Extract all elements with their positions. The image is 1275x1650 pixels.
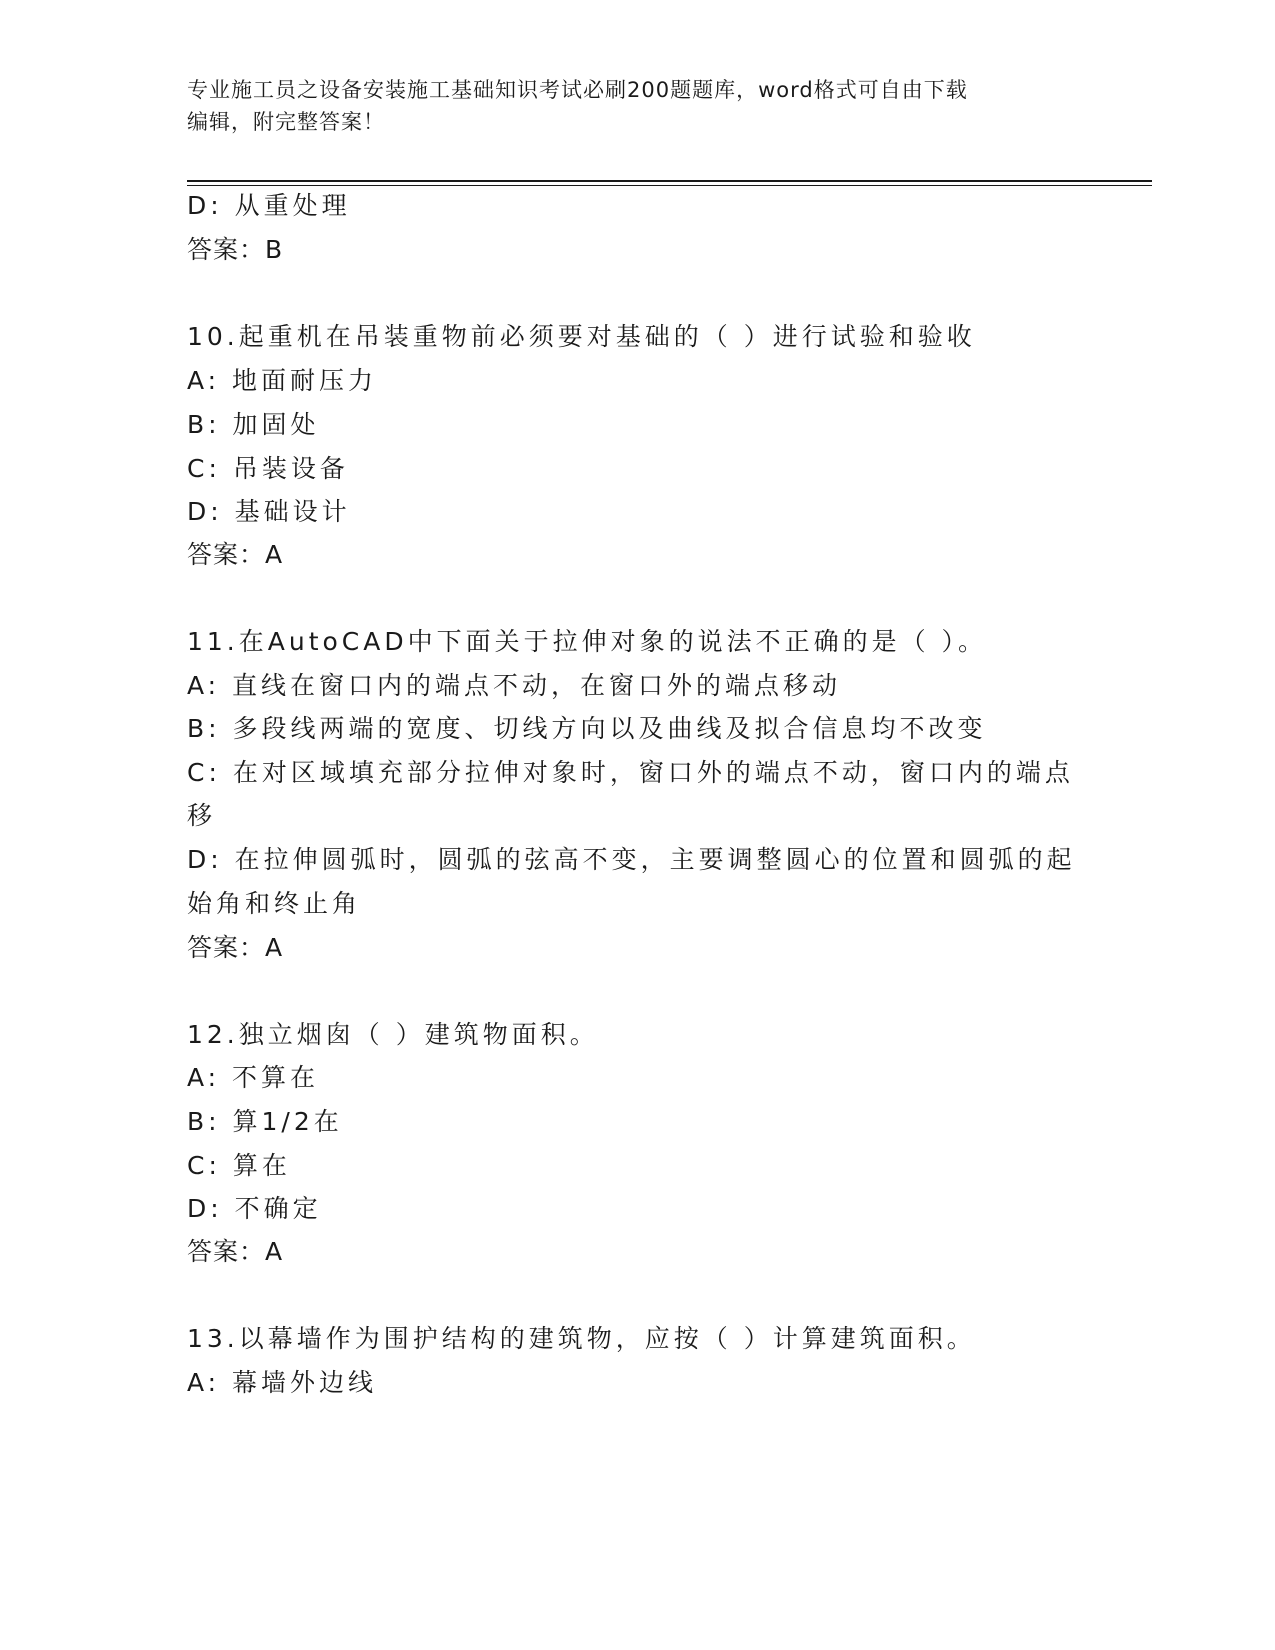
q10-option-c: C: 吊装设备 bbox=[187, 454, 349, 483]
q13-stem: 13.以幕墙作为围护结构的建筑物，应按（ ）计算建筑面积。 bbox=[187, 1324, 976, 1353]
q11-stem: 11.在AutoCAD中下面关于拉伸对象的说法不正确的是（ ）。 bbox=[187, 627, 988, 656]
document-header bbox=[187, 74, 1087, 138]
q11-option-a: A: 直线在窗口内的端点不动，在窗口外的端点移动 bbox=[187, 671, 842, 700]
q12-option-d: D: 不确定 bbox=[187, 1194, 322, 1223]
q11-option-c-line-2: 移 bbox=[187, 801, 217, 830]
prev-answer: 答案：B bbox=[187, 235, 284, 264]
q10-option-a: A: 地面耐压力 bbox=[187, 366, 378, 395]
q11-option-d-line-1: D: 在拉伸圆弧时，圆弧的弦高不变，主要调整圆心的位置和圆弧的起 bbox=[187, 845, 1076, 874]
q11-option-b: B: 多段线两端的宽度、切线方向以及曲线及拟合信息均不改变 bbox=[187, 714, 987, 743]
q10-stem: 10.起重机在吊装重物前必须要对基础的（ ）进行试验和验收 bbox=[187, 322, 976, 351]
prev-option-d: D: 从重处理 bbox=[187, 191, 351, 220]
q12-option-a: A: 不算在 bbox=[187, 1063, 320, 1092]
q12-answer: 答案：A bbox=[187, 1237, 284, 1266]
q11-option-d-line-2: 始角和终止角 bbox=[187, 889, 362, 918]
q10-option-b: B: 加固处 bbox=[187, 410, 320, 439]
q12-option-c: C: 算在 bbox=[187, 1151, 291, 1180]
header-divider-thin bbox=[187, 185, 1152, 186]
q12-stem: 12.独立烟囱（ ）建筑物面积。 bbox=[187, 1020, 599, 1049]
q11-option-c-line-1: C: 在对区域填充部分拉伸对象时，窗口外的端点不动，窗口内的端点 bbox=[187, 758, 1074, 787]
header-divider-thick bbox=[187, 180, 1152, 182]
q10-option-d: D: 基础设计 bbox=[187, 497, 351, 526]
q12-option-b: B: 算1/2在 bbox=[187, 1107, 343, 1136]
header-line-2: 编辑，附完整答案！ bbox=[187, 110, 385, 134]
q10-answer: 答案：A bbox=[187, 540, 284, 569]
header-line-1: 专业施工员之设备安装施工基础知识考试必刷200题题库，word格式可自由下载 bbox=[187, 78, 968, 102]
q13-option-a: A: 幕墙外边线 bbox=[187, 1368, 378, 1397]
q11-answer: 答案：A bbox=[187, 933, 284, 962]
